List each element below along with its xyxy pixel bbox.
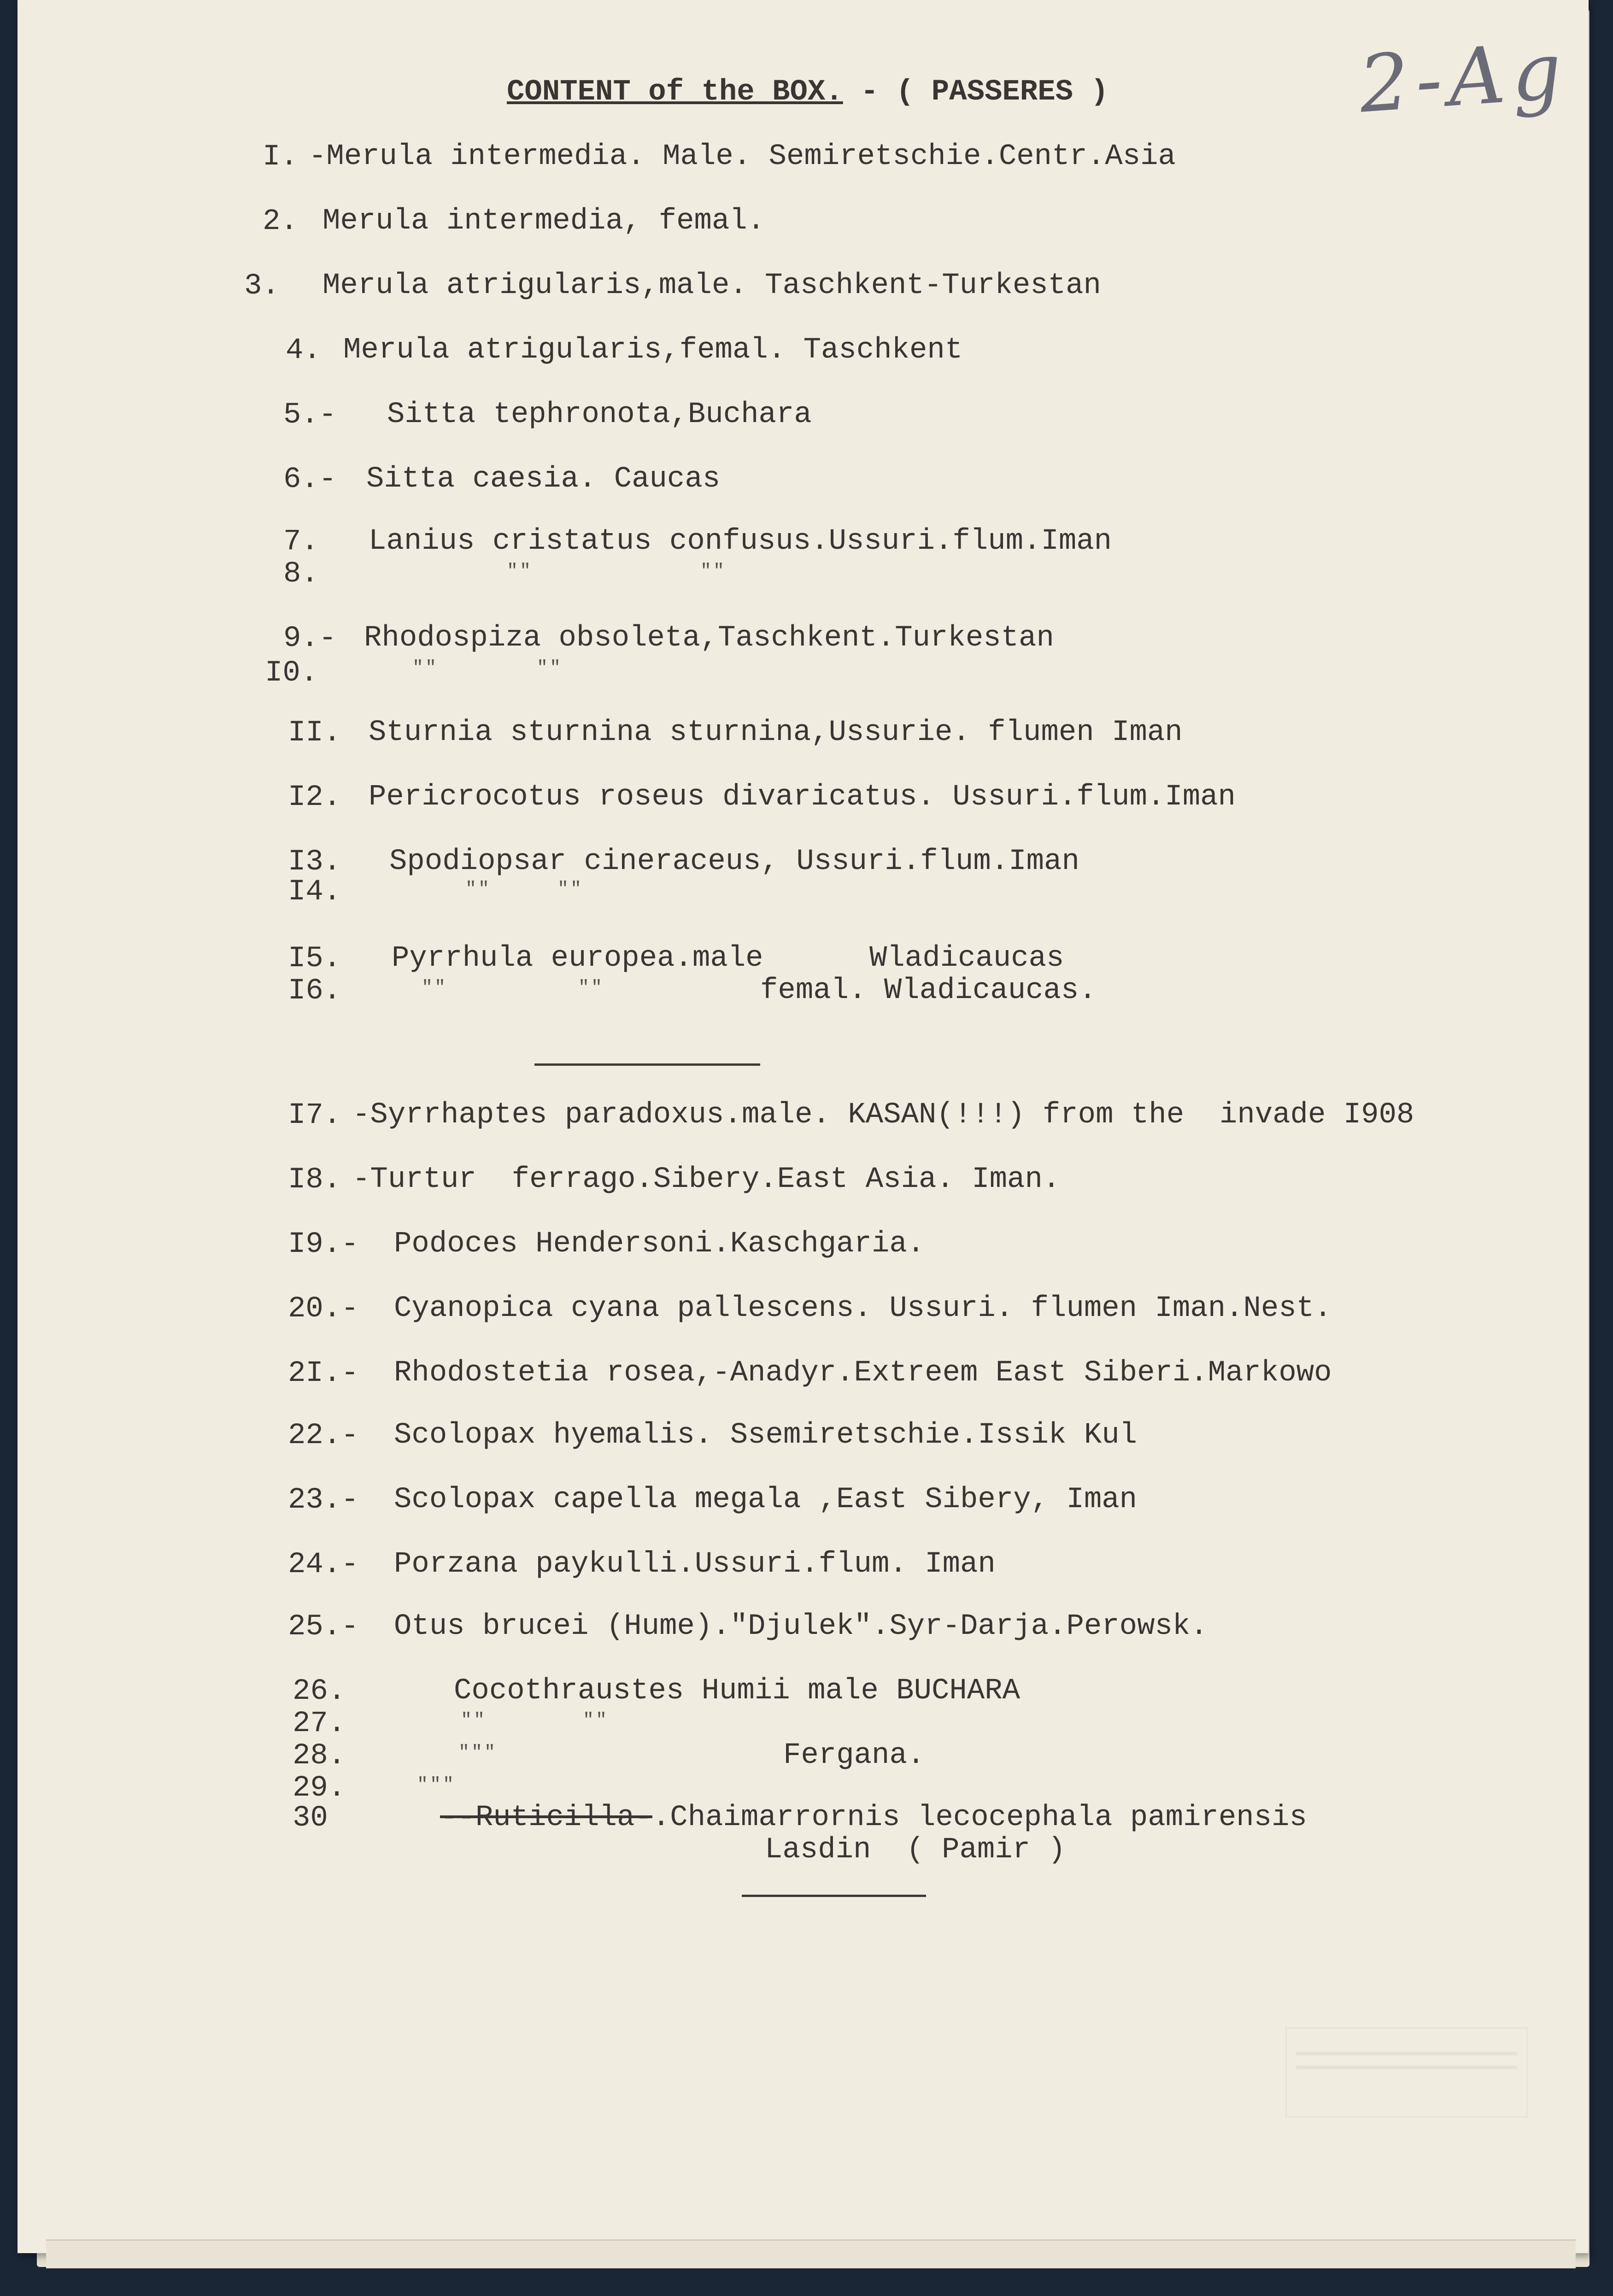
entry-text: Sitta tephronota,Buchara (387, 398, 812, 431)
entry-30-species: .Chaimarrornis lecocephala pamirensis (652, 1801, 1307, 1834)
ditto-mark: "" (700, 561, 727, 582)
ditto-mark: "" (465, 879, 492, 900)
entry-text: Lanius cristatus confusus.Ussuri.flum.Iman (369, 525, 1112, 558)
entry-number: 27. (293, 1707, 346, 1740)
entry-text: Sturnia sturnina sturnina,Ussurie. flumen Iman (369, 716, 1183, 749)
ditto-mark: "" (583, 1710, 609, 1731)
entry-number: 25.- (288, 1610, 359, 1644)
section-divider (534, 1063, 760, 1066)
ditto-mark: "" (557, 879, 584, 900)
entry-number: 5.- (283, 399, 337, 432)
faint-stamp (1285, 2027, 1528, 2118)
entry-text: Podoces Hendersoni.Kaschgaria. (394, 1227, 925, 1261)
entry-number: 26. (293, 1675, 346, 1708)
entry-number: 6.- (283, 463, 337, 496)
entry-number: 2I.- (288, 1357, 359, 1390)
stamp-line (1296, 2052, 1517, 2055)
entry-text: Scolopax hyemalis. Ssemiretschie.Issik Kul (394, 1419, 1138, 1452)
entry-number: 30 (293, 1802, 328, 1835)
entry-number: I7. (288, 1099, 341, 1132)
ditto-mark: """ (458, 1743, 498, 1763)
entry-number: 29. (293, 1772, 346, 1805)
ditto-mark: "" (412, 658, 439, 679)
entry-text: Merula atrigularis,male. Taschkent-Turkestan (323, 269, 1101, 302)
entry-text: -Syrrhaptes paradoxus.male. KASAN(!!!) from the invade I908 (352, 1098, 1414, 1132)
entry-continuation: Lasdin ( Pamir ) (765, 1833, 1066, 1867)
page-title (507, 76, 1109, 108)
entry-number: 4. (286, 334, 321, 367)
entry-number: I0. (265, 657, 318, 690)
entry-number: I4. (288, 875, 341, 909)
entry-number: 9.- (283, 622, 337, 655)
entry-number: I. (263, 141, 298, 174)
entry-text: Merula atrigularis,femal. Taschkent (343, 334, 963, 367)
entry-number: 3. (244, 270, 280, 303)
entry-text: Scolopax capella megala ,East Sibery, Iman (394, 1483, 1138, 1516)
entry-number: I6. (288, 975, 341, 1008)
ditto-mark: "" (537, 658, 563, 679)
entry-text: Pericrocotus roseus divaricatus. Ussuri.flum.Iman (369, 781, 1236, 814)
entry-text: femal. Wladicaucas. (760, 974, 1097, 1007)
entry-number: I2. (288, 781, 341, 814)
entry-number: I8. (288, 1163, 341, 1197)
handwritten-mark: 2-Ag (1356, 25, 1571, 131)
struck-text: --Ruticilla- (440, 1801, 652, 1834)
entry-text: Merula intermedia, femal. (323, 205, 765, 238)
entry-text: Porzana paykulli.Ussuri.flum. Iman (394, 1548, 996, 1581)
title-underlined: CONTENT of the BOX. (507, 76, 843, 109)
end-divider (742, 1895, 926, 1897)
ditto-mark: "" (507, 561, 533, 582)
entry-text: Cocothraustes Humii male BUCHARA (454, 1674, 1020, 1708)
entry-text: Cyanopica cyana pallescens. Ussuri. flumen Iman.Nest. (394, 1292, 1332, 1325)
entry-number: 22.- (288, 1419, 359, 1452)
entry-text: Spodiopsar cineraceus, Ussuri.flum.Iman (389, 845, 1079, 878)
entry-number: II. (288, 716, 341, 750)
entry-number: 28. (293, 1739, 346, 1773)
ditto-mark: "" (461, 1710, 487, 1731)
entry-number: I5. (288, 942, 341, 975)
entry-number: 8. (283, 558, 319, 591)
entry-text: Fergana. (783, 1739, 925, 1772)
entry-number: 2. (263, 205, 298, 238)
entry-number: I3. (288, 846, 341, 879)
entry-text: Rhodostetia rosea,-Anadyr.Extreem East Siberi.Markowo (394, 1356, 1332, 1390)
entry-number: 23.- (288, 1484, 359, 1517)
entry-number: 7. (283, 525, 319, 558)
entry-text: Otus brucei (Hume)."Djulek".Syr-Darja.Perowsk. (394, 1610, 1208, 1643)
entry-number: I9.- (288, 1228, 359, 1261)
entry-text: Pyrrhula europea.male Wladicaucas (392, 942, 1064, 975)
entry-text: Rhodospiza obsoleta,Taschkent.Turkestan (364, 622, 1054, 655)
entry-number: 20.- (288, 1292, 359, 1326)
ditto-mark: "" (578, 978, 604, 998)
stamp-line (1296, 2066, 1517, 2069)
ditto-mark: """ (417, 1775, 456, 1796)
page-stack-edge (46, 2239, 1576, 2268)
entry-text: -Turtur ferrago.Sibery.East Asia. Iman. (352, 1163, 1061, 1196)
ditto-mark: "" (422, 978, 448, 998)
entry-text: Sitta caesia. Caucas (366, 463, 721, 496)
entry-text: -Merula intermedia. Male. Semiretschie.Centr.Asia (309, 140, 1176, 173)
entry-number: 24.- (288, 1548, 359, 1581)
entry-text (440, 1802, 1307, 1834)
title-rest: - ( PASSERES ) (843, 76, 1109, 109)
